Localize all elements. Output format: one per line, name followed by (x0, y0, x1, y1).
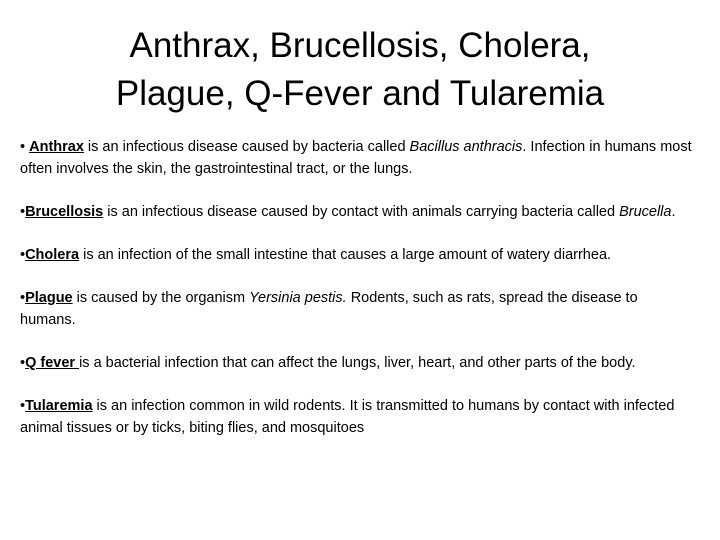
description-text: is caused by the organism (72, 290, 250, 306)
bullet-icon: • (20, 290, 26, 306)
term-tularemia: Tularemia (25, 398, 93, 414)
bullet-icon: • (20, 398, 26, 414)
bullet-icon: • (20, 247, 26, 263)
bullet-icon: • (20, 139, 26, 155)
bullet-list (20, 136, 696, 439)
bullet-icon: • (20, 355, 26, 371)
description-text: is an infectious disease caused by contact with animals carrying bacteria called (103, 204, 620, 220)
bullet-item-cholera (20, 244, 696, 266)
organism-name: Bacillus anthracis (409, 139, 523, 155)
slide-title (60, 22, 660, 118)
description-text: . (671, 204, 676, 220)
description-text: is an infectious disease caused by bacteria called (83, 139, 410, 155)
description-text: Rodents, such as rats, spread the disease to humans. (20, 290, 638, 328)
title-line-2: Plague, Q-Fever and Tularemia (115, 74, 605, 113)
description-text: is an infection common in wild rodents. It is transmitted to humans by contact with infected animal tissues or by ticks, biting flies, and mosquitoes (20, 398, 675, 436)
term-brucellosis: Brucellosis (25, 204, 104, 220)
term-q-fever: Q fever (25, 355, 80, 371)
term-plague: Plague (25, 290, 73, 306)
description-text: is a bacterial infection that can affect the lungs, liver, heart, and other parts of the body. (79, 355, 636, 371)
description-text: is an infection of the small intestine that causes a large amount of watery diarrhea. (79, 247, 612, 263)
bullet-icon: • (20, 204, 26, 220)
bullet-item-q-fever (20, 352, 696, 374)
organism-name: Brucella (619, 204, 672, 220)
description-text: . Infection in humans most often involves the skin, the gastrointestinal tract, or the lungs. (20, 139, 692, 177)
term-cholera: Cholera (25, 247, 80, 263)
title-line-1: Anthrax, Brucellosis, Cholera, (129, 26, 591, 65)
bullet-item-tularemia (20, 395, 696, 439)
bullet-item-plague (20, 287, 696, 331)
bullet-item-brucellosis (20, 201, 696, 223)
term-anthrax: Anthrax (29, 139, 84, 155)
organism-name: Yersinia pestis. (249, 290, 347, 306)
bullet-item-anthrax (20, 136, 696, 180)
